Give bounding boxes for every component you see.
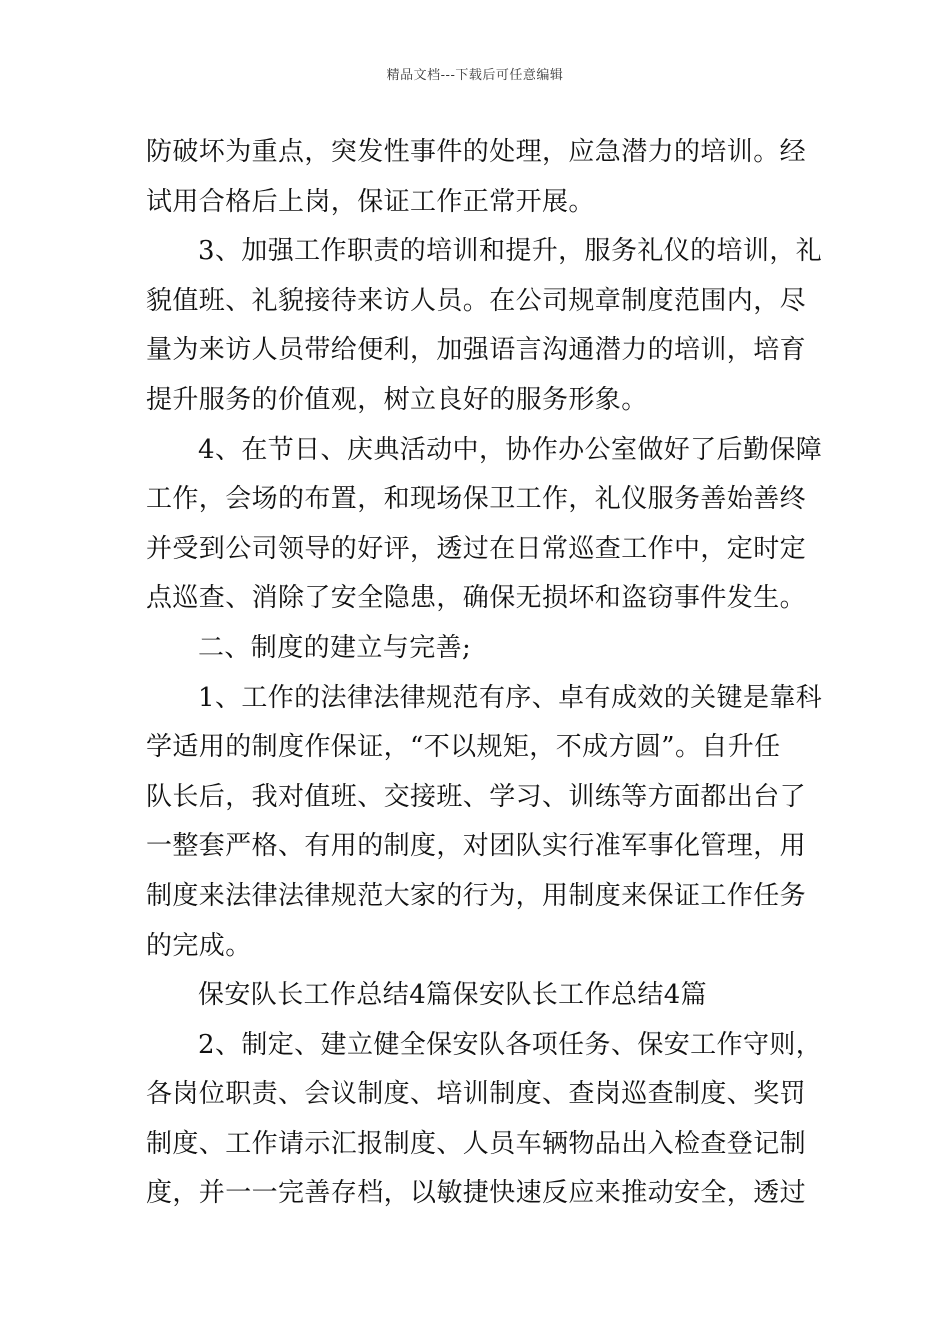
text-line: 试用合格后上岗，保证工作正常开展。 [146, 186, 595, 217]
page-header: 精品文档---下载后可任意编辑 [386, 68, 564, 83]
text-line: 貌值班、礼貌接待来访人员。在公司规章制度范围内，尽 [146, 285, 807, 316]
text-line: 提升服务的价值观，树立良好的服务形象。 [146, 384, 648, 415]
text-line: 的完成。 [146, 930, 252, 961]
text-line: 一整套严格、有用的制度，对团队实行准军事化管理，用 [146, 831, 807, 862]
text-line: 工作，会场的布置，和现场保卫工作，礼仪服务善始善终 [146, 484, 807, 515]
text-line: 4、在节日、庆典活动中，协作办公室做好了后勤保障 [198, 434, 823, 465]
text-line: 队长后，我对值班、交接班、学习、训练等方面都出台了 [146, 781, 807, 812]
document-body [146, 128, 823, 1219]
text-line: 防破坏为重点，突发性事件的处理，应急潜力的培训。经 [146, 137, 807, 167]
text-line: 制度、工作请示汇报制度、人员车辆物品出入检查登记制 [146, 1128, 807, 1159]
text-line: 二、制度的建立与完善; [198, 632, 472, 663]
text-line: 并受到公司领导的好评，透过在日常巡查工作中，定时定 [146, 533, 807, 564]
text-line: 各岗位职责、会议制度、培训制度、查岗巡查制度、奖罚 [146, 1079, 807, 1110]
text-line: 保安队长工作总结4篇保安队长工作总结4篇 [198, 980, 708, 1011]
text-line: 学适用的制度作保证，“不以规矩，不成方圆”。自升任 [146, 732, 781, 763]
text-line: 1、工作的法律法律规范有序、卓有成效的关键是靠科 [198, 682, 823, 713]
text-line: 度，并一一完善存档，以敏捷快速反应来推动安全，透过 [146, 1178, 807, 1209]
text-line: 量为来访人员带给便利，加强语言沟通潜力的培训，培育 [146, 335, 807, 366]
text-line: 2、制定、建立健全保安队各项任务、保安工作守则， [198, 1029, 823, 1060]
text-line: 点巡查、消除了安全隐患，确保无损坏和盗窃事件发生。 [146, 583, 807, 614]
text-line: 制度来法律法律规范大家的行为，用制度来保证工作任务 [146, 880, 807, 911]
text-line: 3、加强工作职责的培训和提升，服务礼仪的培训，礼 [198, 236, 823, 267]
